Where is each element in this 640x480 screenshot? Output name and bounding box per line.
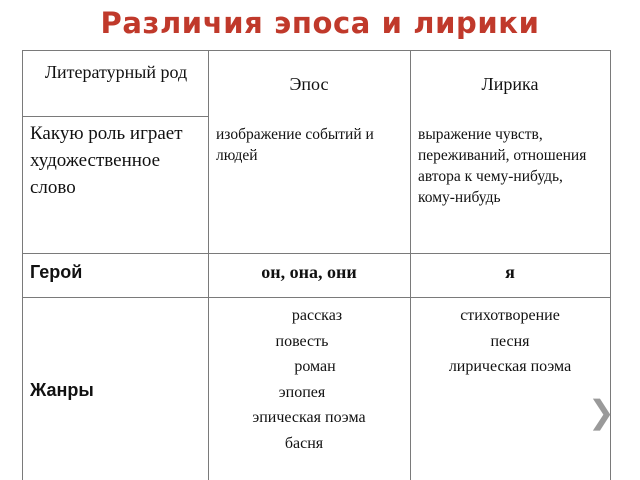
table-border-top xyxy=(22,50,611,51)
list-item: эпопея xyxy=(278,383,326,401)
list-item: повесть xyxy=(275,332,329,350)
epic-genres-list xyxy=(208,303,410,456)
chevron-right-icon[interactable]: ❯ xyxy=(588,393,615,431)
table-border-left xyxy=(22,50,23,480)
header-lyric: Лирика xyxy=(481,74,539,94)
list-item: стихотворение xyxy=(460,307,560,324)
list-item: рассказ xyxy=(291,307,343,324)
epic-hero: он, она, они xyxy=(261,262,357,282)
list-item: роман xyxy=(294,358,336,375)
table-border-row1-row2 xyxy=(22,253,611,254)
lyric-genres-list xyxy=(410,303,610,380)
list-item: басня xyxy=(284,434,324,452)
row-label-word-role: Какую роль играет художественное слово xyxy=(30,123,183,198)
header-epic: Эпос xyxy=(289,74,329,94)
header-literary-genus: Литературный род xyxy=(44,62,188,82)
row-label-hero: Герой xyxy=(30,262,83,282)
table-border-header-row1 xyxy=(22,116,208,117)
row-label-genres: Жанры xyxy=(30,380,94,400)
epic-word-role: изображение событий и людей xyxy=(216,126,374,164)
list-item: эпическая поэма xyxy=(252,409,366,426)
table-border-row2-row3 xyxy=(22,297,611,298)
slide-title: Различия эпоса и лирики xyxy=(100,6,540,40)
list-item: песня xyxy=(490,332,530,350)
lyric-word-role: выражение чувств, переживаний, отношения автора к чему-нибудь, кому-нибудь xyxy=(418,126,587,206)
list-item: лирическая поэма xyxy=(448,358,572,375)
lyric-hero: я xyxy=(505,262,515,282)
